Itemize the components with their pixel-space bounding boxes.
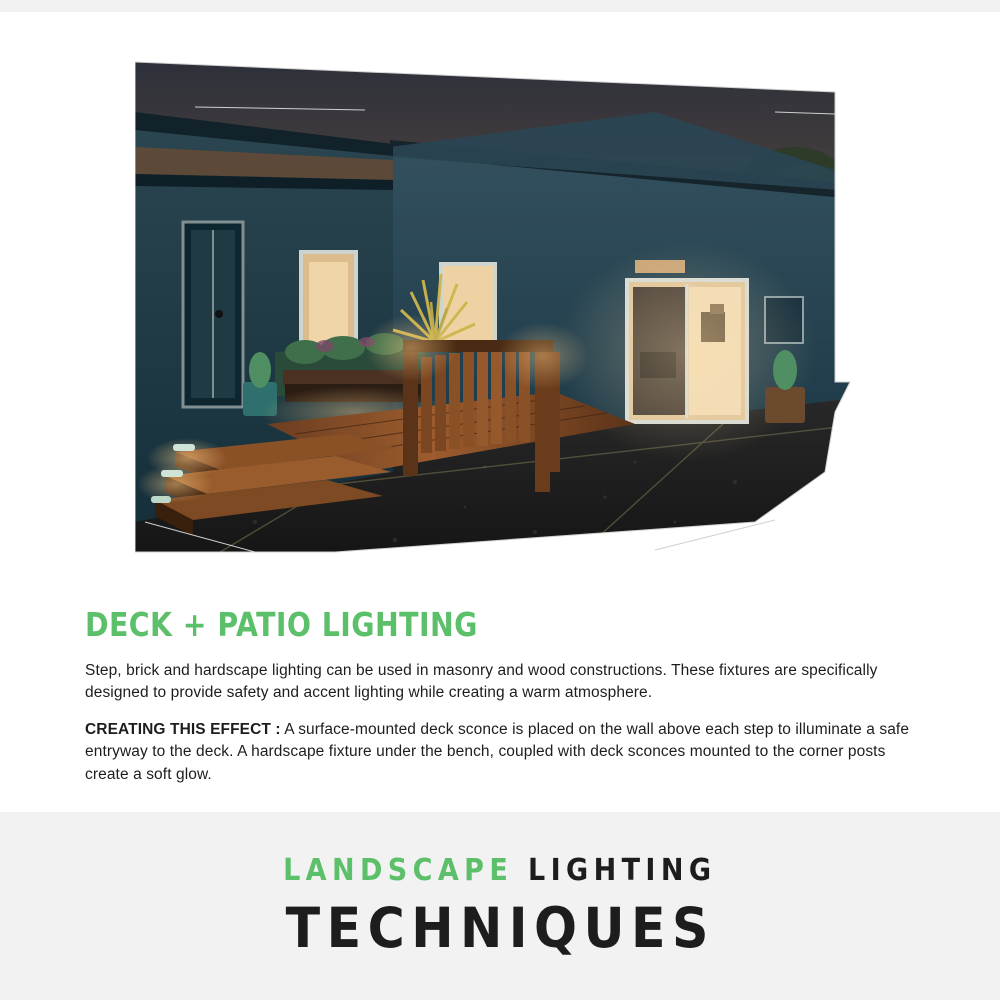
- footer-landscape-word: LANDSCAPE: [283, 852, 514, 888]
- effect-paragraph: [85, 719, 915, 786]
- footer-line-2: TECHNIQUES: [285, 895, 715, 960]
- effect-lead-label: CREATING THIS EFFECT :: [85, 720, 281, 738]
- footer-branding: [0, 812, 1000, 1000]
- footer-line-1: [283, 853, 716, 888]
- night-deck-patio-lighting-rendering: [135, 52, 865, 567]
- effect-body-text: A surface-mounted deck sconce is placed on the wall above each step to illuminate a safe entryway to the deck. A hardscape fixture under the bench, coupled with deck sconces mounted to the corner posts create a soft glow.: [85, 720, 910, 783]
- page-title: DECK + PATIO LIGHTING: [85, 605, 478, 644]
- illustration: [135, 52, 865, 567]
- intro-paragraph: Step, brick and hardscape lighting can be used in masonry and wood constructions. These fixtures are specifically designed to provide safety and accent lighting while creating a warm atmosphere.: [85, 662, 878, 702]
- footer-lighting-word: LIGHTING: [528, 852, 717, 888]
- text-content: [85, 605, 915, 800]
- illustration-frame: [135, 52, 865, 567]
